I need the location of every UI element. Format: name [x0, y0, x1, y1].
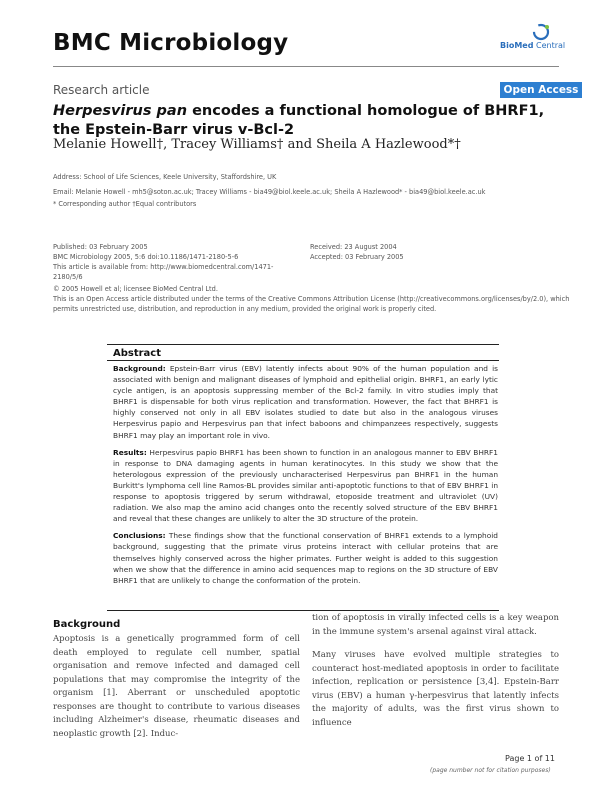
abstract-conclusions: Conclusions: These findings show that the functional conservation of BHRF1 extends to a lymphoid background, suggesting that the primate virus proteins interact with cellular proteins that are themselves highly conserved across the higher primates. Further weight is added to this suggestion when we show that the difference in amino acid sequences map to regions on the 3D structure of EBV BHRF1 that are unlikely to change the conformation of the protein. — [113, 531, 498, 585]
published-date: Published: 03 February 2005 — [53, 243, 148, 251]
publication-info — [53, 242, 303, 282]
corresponding-note: * Corresponding author †Equal contributors — [53, 200, 197, 208]
address: Address: School of Life Sciences, Keele University, Staffordshire, UK — [53, 173, 277, 181]
accepted-date: Accepted: 03 February 2005 — [310, 253, 404, 261]
abstract-body — [113, 363, 498, 592]
authors: Melanie Howell†, Tracey Williams† and Sheila A Hazlewood*† — [53, 137, 461, 152]
license-block — [53, 284, 573, 314]
citation: BMC Microbiology 2005, 5:6 doi:10.1186/1471-2180-5-6 — [53, 253, 239, 261]
biomed-central-logo — [500, 23, 566, 53]
paragraph: Many viruses have evolved multiple strategies to counteract host-mediated apoptosis in order to facilitate infection, replication or persistence [3,4]. Epstein-Barr virus (EBV) a human γ-herpesvirus that latently infects the majority of adults, was the first virus shown to influence — [312, 650, 559, 728]
body-column-right — [312, 612, 559, 740]
email-line[interactable]: Email: Melanie Howell - mh5@soton.ac.uk; Tracey Williams - bia49@biol.keele.ac.uk; Sheila A Hazlewood* - bia49@biol.keele.ac.uk — [53, 188, 486, 196]
license-text[interactable]: This is an Open Access article distributed under the terms of the Creative Commons Attribution License (http://creativecommons.org/licenses/by/2.0), which permits unrestricted use, distribution, and reproduction in any medium, provided the original work is properly cited. — [53, 295, 570, 313]
article-url[interactable]: This article is available from: http://www.biomedcentral.com/1471-2180/5/6 — [53, 263, 274, 281]
body-column-left: Apoptosis is a genetically programmed form of cell death employed to regulate cell number, spatial organisation and remove infected and damaged cell populations that may compromise the integrity of the organism [1]. Aberrant or unscheduled apoptotic responses are thought to contribute to various diseases including Alzheimer's disease, rheumatic diseases and neoplastic growth [2]. Induc- — [53, 634, 300, 739]
logo-icon — [530, 23, 552, 41]
article-title: Herpesvirus pan encodes a functional homologue of BHRF1, the Epstein-Barr virus v-Bcl-2 — [53, 103, 545, 138]
paragraph: tion of apoptosis in virally infected cells is a key weapon in the immune system's arsenal against viral attack. — [312, 613, 559, 637]
abstract-results: Results: Herpesvirus papio BHRF1 has been shown to function in an analogous manner to EBV BHRF1 in response to DNA damaging agents in human keratinocytes. In this study we show that the heterologous expression of the previously uncharacterised Herpesvirus pan BHRF1 in the human Burkitt's lymphoma cell line Ramos-BL provides similar anti-apoptotic functions to that of EBV BHRF1 in response to apoptosis triggered by serum withdrawal, etoposide treatment and ultraviolet (UV) radiation. We also map the amino acid changes onto the recently solved structure of the EBV BHRF1 and reveal that these changes are unlikely to alter the 3D structure of the protein. — [113, 447, 498, 524]
page-number: Page 1 of 11 — [505, 754, 555, 763]
received-accepted — [310, 242, 560, 262]
header-rule — [53, 66, 559, 67]
open-access-badge: Open Access — [500, 82, 582, 98]
article-type: Research article — [53, 83, 150, 97]
abstract-bottom-rule — [107, 610, 499, 611]
copyright: © 2005 Howell et al; licensee BioMed Central Ltd. — [53, 285, 218, 293]
abstract-heading: Abstract — [113, 348, 162, 359]
logo-text: BioMed Central — [500, 41, 566, 50]
page-note: (page number not for citation purposes) — [430, 767, 551, 774]
abstract-rule — [107, 360, 499, 361]
journal-title: BMC Microbiology — [53, 30, 289, 56]
abstract-background: Background: Epstein-Barr virus (EBV) latently infects about 90% of the human population and is associated with benign and malignant diseases of lymphoid and epithelial origin. BHRF1, an early lytic cycle antigen, is an apoptosis suppressing member of the Bcl-2 family. In vitro studies imply that BHRF1 is dispensable for both virus replication and transformation. However, the fact that BHRF1 is highly conserved not only in all EBV isolates studied to date but also in the analogous viruses Herpesvirus papio and Herpesvirus pan that infect baboons and chimpanzees respectively, suggests BHRF1 may play an important role in vivo. — [113, 364, 498, 440]
section-heading-background: Background — [53, 619, 121, 630]
received-date: Received: 23 August 2004 — [310, 243, 397, 251]
